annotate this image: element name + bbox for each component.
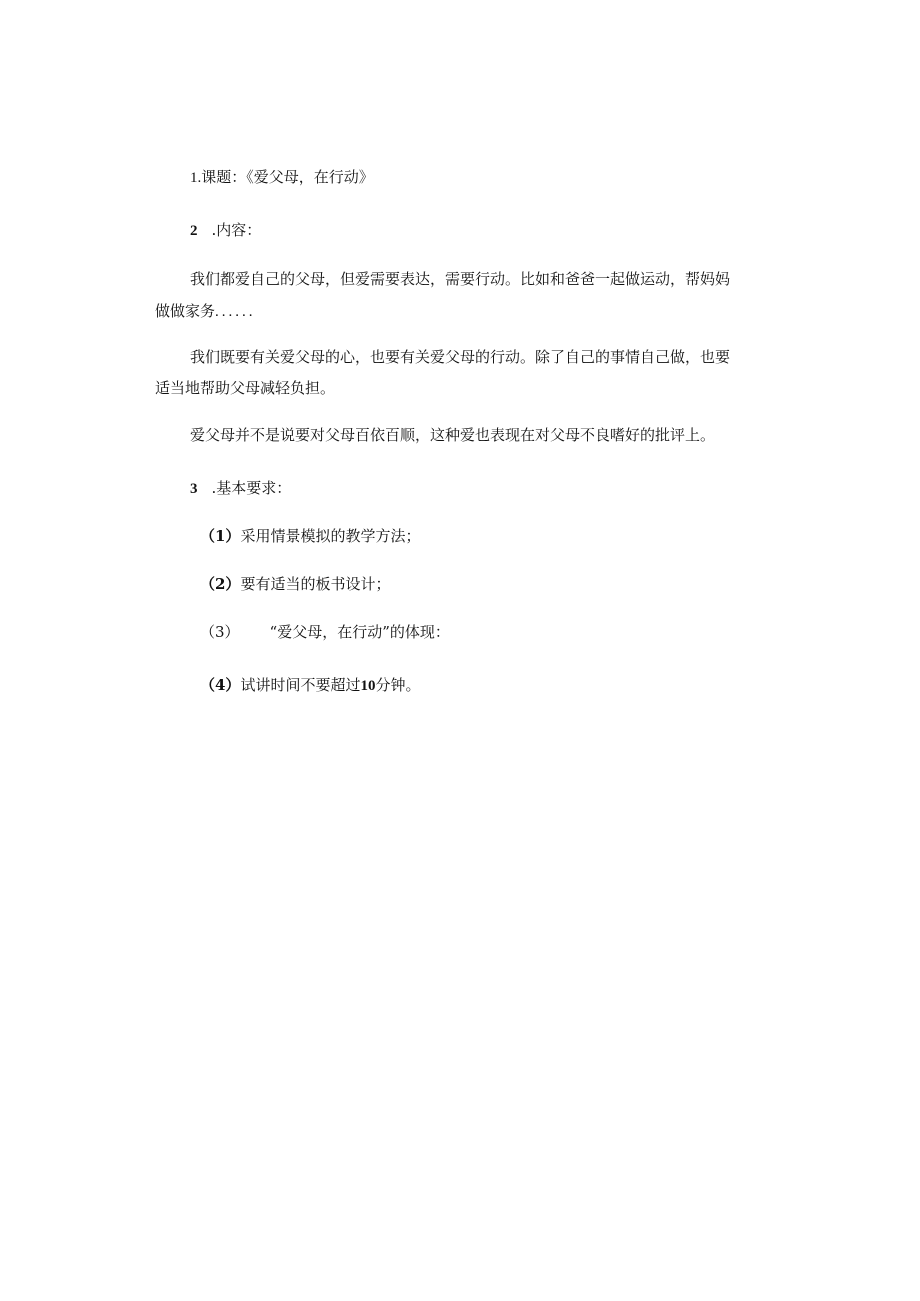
requirement-2-marker: （2）	[200, 575, 241, 593]
requirement-3-marker: （3）	[200, 623, 240, 641]
paragraph-1-ellipsis: ......	[215, 304, 256, 320]
section-3-heading	[190, 478, 291, 499]
requirement-1-text: 采用情景模拟的教学方法；	[240, 527, 421, 545]
requirement-2-text: 要有适当的板书设计；	[240, 575, 391, 593]
paragraph-1-line-1: 我们都爱自己的父母，但爱需要表达，需要行动。比如和爸爸一起做运动，帮妈妈	[190, 270, 731, 288]
section-1-topic	[190, 167, 374, 188]
requirement-4-number: 10	[360, 678, 376, 694]
section-3-text: .基本要求：	[211, 479, 292, 497]
requirement-4-text-before: 试讲时间不要超过	[240, 676, 361, 694]
requirement-4	[200, 675, 420, 696]
requirement-1-marker: （1）	[200, 527, 241, 545]
section-1-number: 1.	[190, 170, 202, 186]
paragraph-1-text: 做做家务	[155, 302, 216, 320]
section-2-text: .内容：	[211, 221, 262, 239]
paragraph-2-line-1: 我们既要有关爱父母的心，也要有关爱父母的行动。除了自己的事情自己做，也要	[190, 348, 731, 366]
requirement-3-text: “爱父母，在行动”的体现：	[269, 623, 450, 641]
requirement-4-marker: （4）	[200, 676, 241, 694]
paragraph-2-line-2: 适当地帮助父母减轻负担。	[155, 379, 336, 397]
requirement-3	[200, 622, 450, 642]
requirement-1	[200, 526, 420, 546]
requirement-4-text-after: 分钟。	[375, 676, 421, 694]
paragraph-3-line-1: 爱父母并不是说要对父母百依百顺，这种爱也表现在对父母不良嗜好的批评上。	[190, 426, 716, 444]
section-2-number: 2	[190, 223, 198, 239]
section-2-heading	[190, 220, 261, 241]
requirement-2	[200, 574, 390, 594]
section-3-number: 3	[190, 481, 198, 497]
section-1-text: 课题：《爱父母，在行动》	[201, 168, 374, 186]
paragraph-1-line-2	[155, 301, 256, 322]
